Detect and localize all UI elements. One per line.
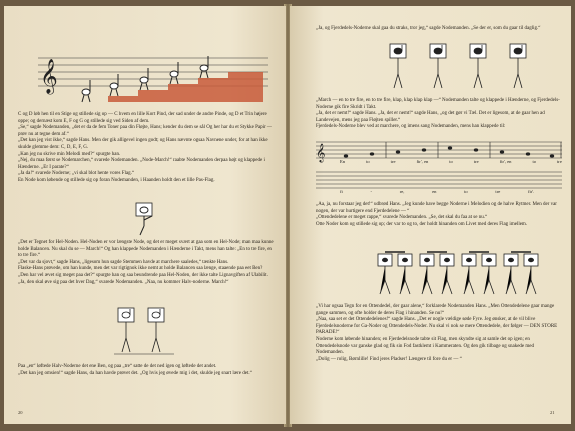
paragraph: „Ja, og Fjerdedels-Noderne skal gaa du straks, tror jeg,“ sagde Nodemanden. „Se der er, som du gaar til daglig.“ <box>316 26 541 31</box>
paragraph: „Ja da!“ svarede Noderne; „vi skal blot hente vores Flag.“ <box>18 171 135 177</box>
paragraph: „Det er Tegnet for Hel-Noden. Hel-Noden er vor længste Node, og det er meget svært at gaa som en Hel-Node; man maa kunne holde Balancen. Nu skal du se — March!“ Og han klappede Nodemanden i Hænderne i Takt, mens han talte: „En to tre fire, en to tre fire.“ <box>18 240 274 259</box>
music-notation <box>316 136 562 194</box>
music-staff-notation <box>316 136 562 194</box>
half-notes-drawing <box>114 306 174 358</box>
lyric: to <box>464 189 468 194</box>
whole-note-figure <box>130 202 160 236</box>
song-lyrics-line-2 <box>340 189 562 194</box>
left-text-block-2 <box>18 240 274 286</box>
lyric: to <box>532 159 537 164</box>
paragraph: C og D løb hen til en Stige og stillede sig op — C hvem en lille Kort Pind, der sad under de andre Pinde, og D et Trin højere oppe; og dernæst kom E, F og G og stillede sig ved Siden af dem. <box>18 112 267 124</box>
lyric: tre <box>390 159 396 164</box>
lyric: to <box>449 159 453 164</box>
lyric: fir'. <box>527 189 535 194</box>
lyric: tre <box>473 159 479 164</box>
paragraph: Flaske-Hans prøvede, om han kunde, men det var rigtignok ikke nemt at holde Balancen saa længe, staaende paa eet Ben? <box>18 266 263 272</box>
paragraph: „Det kan jeg omsien!“ sagde Hans, da han havde prøvet det. „Og hvis jeg øvede mig i det, skulde jeg snart lære det.“ <box>18 370 252 376</box>
paragraph: „Ja, det er nemt!“ sagde Hans. „Ja, det er nemt!“ sagde Hans, „og det gør vi Tæl. Det er ligesom, at de gaar hen ad Landevejen, mens jeg paa Fløjten spiller.“ <box>316 111 545 123</box>
lyric: re, <box>399 189 405 194</box>
paragraph: Fjerdedels-Noderne blev ved at marchere, og imens sang Nodemanden, mens han klappede til: <box>316 124 506 130</box>
right-page <box>290 6 571 424</box>
paragraph: „Ja, den skal øve sig paa det hver Dag,“ svarede Nodemanden. „Naa, nu kommer Halv-noderne. March!“ <box>18 279 229 285</box>
right-text-block-2 <box>316 98 562 131</box>
lyric: tre <box>495 189 501 194</box>
paragraph: Noderne kom løbende hinanden; en Fjerdedelsnode tabte sit Flag, men skyndte sig at samle det op igen; en Ottendedelsnode var ganske glad og fik sin Fod fastklemt i Kammeraten. Og den gik tilbage og snakede med Nodemanden. <box>316 336 535 356</box>
lyric: - <box>370 189 373 194</box>
page-number: 21 <box>550 410 555 415</box>
paragraph: „Kan jeg nu skrive min Melodi med?“ spurgte han. <box>18 151 121 157</box>
paragraph: „Ottendedelene er meget rappe,“ svarede Nodemanden. „Se, det skal du faa at se nu.“ <box>316 215 488 221</box>
paragraph: „March — en to tre fire, en to tre fire, klap, klap klap klap —“ Nodemanden talte og klappede i Hænderne, og Fjerdedels-Noderne gik fire Skridt i Takt. <box>316 98 560 110</box>
eighth-notes-drawing <box>376 250 546 300</box>
quarter-notes-drawing <box>386 42 536 94</box>
paragraph: „Det kan jeg vist ikke,“ sagde Hans. Men der gik alligevel ingen godt; og Hans nævnte ogsaa Navnene under, for at han ikke skulde glemme dem: C, D, E, F, G. <box>18 138 268 150</box>
paragraph: „Det var da sjovt,“ sagde Hans, „ligesom hun sagde Stemmen havde at marchere saaledes,“ tænkte Hans. <box>18 259 229 265</box>
quarter-note-figures <box>386 42 536 94</box>
paragraph: En Node kom løbende og stillede sig op foran Nodemanden, i Haanden holdt den et lille Pas-Flag. <box>18 177 215 183</box>
page-number: 20 <box>18 410 23 415</box>
eighth-note-figures <box>376 250 546 300</box>
lyric: fir', en <box>499 159 512 164</box>
left-text-block-3 <box>18 364 274 377</box>
right-text-block-3 <box>316 202 562 228</box>
paragraph: Otte Noder kom og stillede sig op; der var to og to, der holdt hinanden om Livet med deres Flag imellem. <box>316 221 528 227</box>
paragraph: „Nej, du maa først se Nodemarchen,“ svarede Nodemanden. „Node-March!“ raabte Nodemanden derpaa højt og klappede i Hænderne. „Er I parate?“ <box>18 158 265 170</box>
song-lyrics-line <box>340 159 562 164</box>
lyric: en <box>432 189 437 194</box>
lyric: tre <box>557 159 562 164</box>
lyric: fi <box>340 189 343 194</box>
right-text-block-1 <box>316 26 562 33</box>
paragraph: „Den har vel ævet sig meget paa det?“ spurgte han og saa beundrende paa Hel-Noden, der ikke talte Lignavgiften af Ulabilit. <box>18 272 268 278</box>
staircase-notes-drawing <box>38 46 268 106</box>
paragraph: „Se,“ sagde Nodemanden, „det er da de fem Toner paa din Fløjte, Hans; kender du dem se sål Og her har du et Stykke Papir — prøv nu at tegne dem af.“ <box>18 125 272 137</box>
lyric: En <box>340 159 346 164</box>
paragraph: „Vi har ogsaa Tegn for en Ottendedel, der gaar alene,“ forklarede Nodemanden Hans. „Men Ottendedelene gaar mange gange sammen, og ofte holder de deres Flag i hinanden. Se nu!“ <box>316 304 555 316</box>
paragraph: „Naa, saa set er det Ottendedelenes!“ sagde Hans. „Det er nogle vældige søde Fyre. Jeg ønsker, at de vil blive Fjerdedelsnoderne for Ga-Noder og Ottendedels-Noder. Nu skal vi nok se mere Ottendedele, der følger — DEN STORE PARADE!“ <box>316 317 558 336</box>
treble-clef-icon: 𝄞 <box>316 143 326 162</box>
right-text-block-4 <box>316 304 562 363</box>
paragraph: „Dolig — rolig, Børnlille! Find jeres Pladser! Længere til fore du er — “ <box>316 356 462 362</box>
lyric: fir', en <box>416 159 429 164</box>
treble-clef-icon: 𝄞 <box>40 59 58 94</box>
staircase-notes-illustration <box>38 46 268 106</box>
left-text-block-1 <box>18 112 274 185</box>
left-page <box>4 6 286 424</box>
lyric: to <box>366 159 370 164</box>
paragraph: „Aa, ja, nu forstaar jeg det!“ udbrød Hans. „Jeg kunde have begge Noderne i Melodien og de halve Rytmer. Men der var nogen, der var hurtigere end Fjerdedelene — “ <box>316 202 557 214</box>
paragraph: Paa „en“ løftede Halv-Noderne det ene Ben, og paa „tre“ satte de det ned igen og løftede det andet. <box>18 364 217 369</box>
half-note-figures <box>114 306 174 358</box>
whole-note-drawing <box>130 202 160 236</box>
